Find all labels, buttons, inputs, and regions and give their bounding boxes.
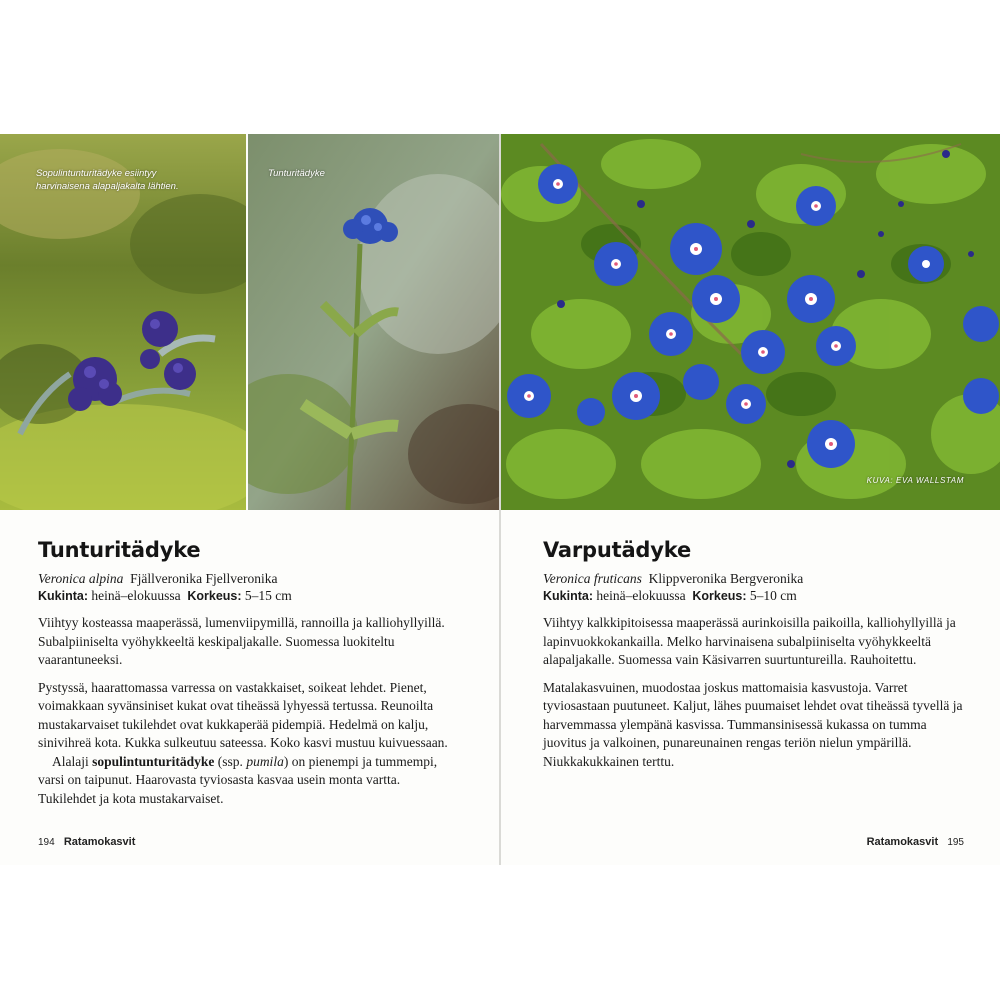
book-gutter bbox=[499, 134, 501, 865]
section-title-right: Ratamokasvit bbox=[866, 836, 939, 848]
subspecies-name: sopulintunturitädyke bbox=[92, 753, 215, 769]
paragraph-description-right: Matalakasvuinen, muodostaa joskus mattomaisia kasvustoja. Varret tyviosastaan puutuneet. Kaljut, lähes puumaiset lehdet ovat tiheässä tyvellä ja harvemmassa ylempänä kasvissa. Tummansinisessä kukassa on tumma juovitus ja valkoinen, punareunainen rengas teriön nielun ympärillä. Niukkakukkainen terttu. bbox=[543, 679, 963, 769]
height-label-right: Korkeus: bbox=[692, 589, 747, 603]
species-names-right bbox=[543, 570, 963, 587]
height-value-left: 5–15 cm bbox=[244, 588, 292, 603]
left-page-text bbox=[38, 538, 460, 808]
species-meta-right bbox=[543, 587, 963, 605]
description-right bbox=[543, 614, 963, 771]
page-number-left: 194 bbox=[38, 837, 55, 848]
photo2-caption: Tunturitädyke bbox=[268, 168, 325, 179]
species-meta-left bbox=[38, 587, 460, 605]
right-page-text bbox=[543, 538, 963, 771]
common-names-left: Fjällveronika Fjellveronika bbox=[130, 571, 278, 586]
photo-varputadyke bbox=[501, 134, 1000, 510]
folio-right bbox=[867, 836, 964, 848]
folio-left bbox=[38, 836, 135, 848]
paragraph-habitat-right: Viihtyy kalkkipitoisessa maaperässä aurinkoisilla paikoilla, kalliohyllyillä ja lapinvuokkokankailla. Melko harvinaisena subalpiiniselta vyöhykkeeltä alapaljakalle. Suomessa vain Käsivarren suurtuntureilla. Rauhoitettu. bbox=[543, 615, 956, 667]
photo-credit: KUVA: EVA WALLSTAM bbox=[866, 476, 964, 485]
photo1-caption: Sopulintunturitädyke esiintyy harvinaisena alapaljakalta lähtien. bbox=[36, 168, 179, 192]
description-left bbox=[38, 614, 460, 808]
scientific-name-left: Veronica alpina bbox=[38, 571, 124, 586]
photo-tunturitadyke bbox=[248, 134, 499, 510]
photo-sopulintunturitadyke bbox=[0, 134, 246, 510]
common-names-right: Klippveronika Bergveronika bbox=[648, 571, 804, 586]
page-number-right: 195 bbox=[947, 837, 964, 848]
height-value-right: 5–10 cm bbox=[749, 588, 797, 603]
height-label-left: Korkeus: bbox=[187, 589, 242, 603]
bloom-label-right: Kukinta: bbox=[543, 589, 593, 603]
paragraph-description-left: Pystyssä, haarattomassa varressa on vastakkaiset, soikeat lehdet. Pienet, voimakkaan syvänsiniset kukat ovat tiheässä lyhyessä tertussa. Reunoilta mustakarvaiset tukilehdet ovat kukkaperää pidempiä. Hedelmä on kalju, sinivihreä kota. Kukka sulkeutuu sateessa. Koko kasvi mustuu kuivuessaan. Alalaji sopulintunturitädyke (ssp. pumila) on pienempi ja tummempi, varsi on taipunut. Haarovasta tyviosasta kasvaa usein monta vartta. Tukilehdet ja kota mustakarvaiset. bbox=[38, 679, 448, 806]
species-names-left bbox=[38, 570, 460, 587]
bloom-value-left: heinä–elokuussa bbox=[91, 588, 181, 603]
bloom-value-right: heinä–elokuussa bbox=[596, 588, 686, 603]
paragraph-habitat-left: Viihtyy kosteassa maaperässä, lumenviipymillä, rannoilla ja kalliohyllyillä. Subalpiiniselta vyöhykkeeltä keskipaljakalle. Suomessa luokiteltu vaarantuneeksi. bbox=[38, 615, 445, 667]
section-title-left: Ratamokasvit bbox=[63, 836, 136, 848]
scientific-name-right: Veronica fruticans bbox=[543, 571, 642, 586]
species-title-left: Tunturitädyke bbox=[38, 538, 201, 562]
bloom-label-left: Kukinta: bbox=[38, 589, 88, 603]
species-title-right: Varputädyke bbox=[543, 538, 691, 562]
book-spread bbox=[0, 134, 1000, 865]
